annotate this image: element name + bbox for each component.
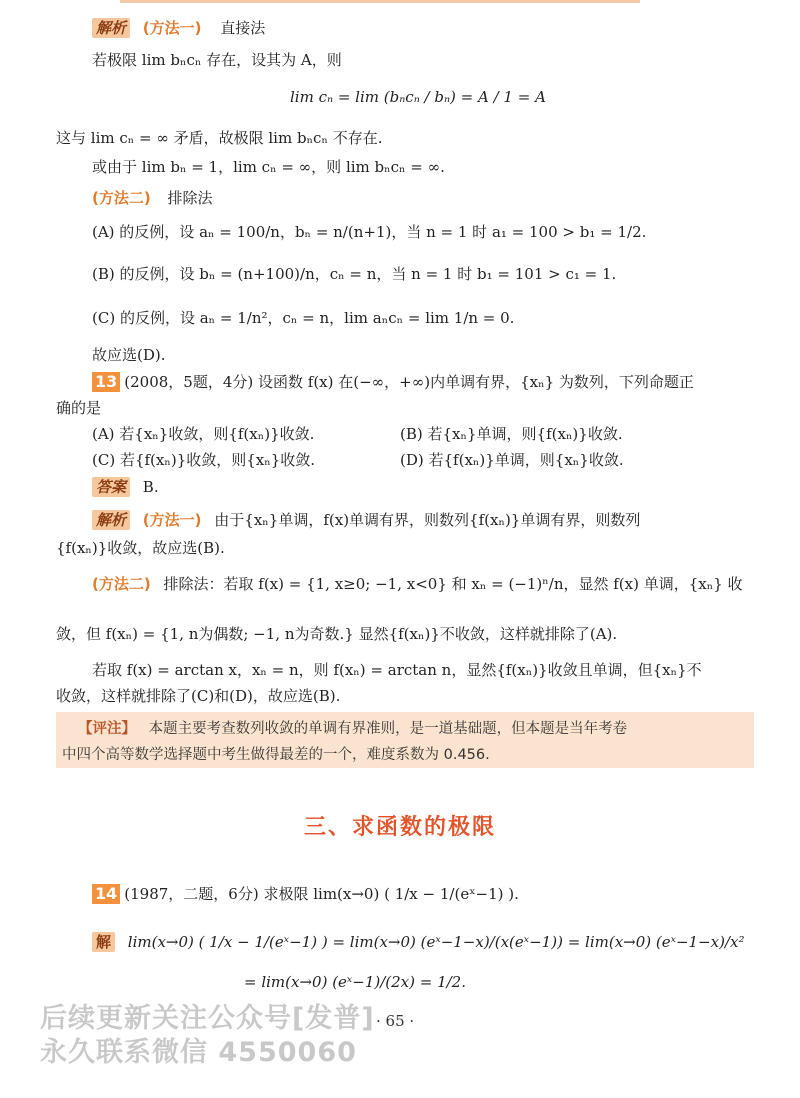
counterexample-a: (A) 的反例，设 aₙ = 100/n，bₙ = n/(n+1)，当 n = 1 时 a₁ = 100 > b₁ = 1/2. bbox=[92, 223, 647, 241]
analysis-tag: 解析 bbox=[92, 18, 130, 38]
q13-method1-label: (方法一) bbox=[142, 511, 202, 529]
page-number: · 65 · bbox=[376, 1012, 415, 1030]
q13-method2-text: 排除法：若取 f(x) = {1, x≥0; −1, x<0} 和 xₙ = (−1)ⁿ/n，显然 f(x) 单调，{xₙ} 收 bbox=[163, 575, 743, 593]
q13-option-b: (B) 若{xₙ}单调，则{f(xₙ)}收敛. bbox=[400, 425, 623, 443]
answer-tag: 答案 bbox=[92, 477, 130, 497]
q13-method2-label: (方法二) bbox=[92, 575, 151, 593]
watermark-line1: 后续更新关注公众号[发普] bbox=[40, 1003, 375, 1034]
watermark-line2: 永久联系微信 4550060 bbox=[40, 1037, 357, 1068]
q13-method2-text4: 收敛，这样就排除了(C)和(D)，故应选(B). bbox=[56, 687, 341, 705]
counterexample-c: (C) 的反例，设 aₙ = 1/n²，cₙ = n，lim aₙcₙ = lim 1/n = 0. bbox=[92, 309, 515, 327]
q13-analysis-m1 bbox=[92, 510, 640, 530]
q13-method1-text2: {f(xₙ)}收敛，故应选(B). bbox=[56, 539, 225, 557]
q13-stem bbox=[92, 372, 694, 392]
q14-stem-text: (1987，二题，6分) 求极限 lim(x→0) ( 1/x − 1/(eˣ−1) ). bbox=[124, 885, 519, 903]
q13-method2-text2: 敛，但 f(xₙ) = {1, n为偶数; −1, n为奇数.} 显然{f(xₙ)}不收敛，这样就排除了(A). bbox=[56, 625, 618, 643]
method1-name: 直接法 bbox=[220, 19, 266, 37]
q14-stem bbox=[92, 884, 519, 904]
q13-answer bbox=[92, 477, 159, 497]
comment-label: 【评注】 bbox=[78, 721, 136, 737]
q14-solution-formula: lim(x→0) ( 1/x − 1/(eˣ−1) ) = lim(x→0) (eˣ−1−x)/(x(eˣ−1)) = lim(x→0) (eˣ−1−x)/x² bbox=[127, 933, 745, 951]
comment-box bbox=[56, 712, 754, 768]
analysis-conclusion: 故应选(D). bbox=[92, 346, 166, 364]
analysis-line2: 这与 lim cₙ = ∞ 矛盾，故极限 lim bₙcₙ 不存在. bbox=[56, 129, 383, 147]
q13-number: 13 bbox=[92, 372, 120, 392]
solution-tag: 解 bbox=[92, 932, 115, 952]
section-title: 三、求函数的极限 bbox=[303, 815, 496, 840]
q13-analysis-tag: 解析 bbox=[92, 510, 130, 530]
q13-method2 bbox=[92, 574, 743, 594]
comment-line2: 中四个高等数学选择题中考生做得最差的一个，难度系数为 0.456. bbox=[62, 747, 490, 763]
top-rule bbox=[120, 0, 640, 3]
q14-solution-line1 bbox=[92, 932, 744, 952]
method2-label: (方法二) bbox=[92, 189, 151, 207]
method2-heading bbox=[92, 188, 213, 208]
q13-option-d: (D) 若{f(xₙ)}单调，则{xₙ}收敛. bbox=[400, 451, 624, 469]
q14-number: 14 bbox=[92, 884, 120, 904]
analysis-line3: 或由于 lim bₙ = 1，lim cₙ = ∞，则 lim bₙcₙ = ∞. bbox=[92, 158, 445, 176]
analysis-line1: 若极限 lim bₙcₙ 存在，设其为 A，则 bbox=[92, 51, 342, 69]
q13-stem-text: (2008，5题，4分) 设函数 f(x) 在(−∞，+∞)内单调有界，{xₙ} 为数列，下列命题正 bbox=[124, 373, 694, 391]
answer-value: B. bbox=[142, 478, 159, 496]
method1-label: (方法一) bbox=[142, 19, 202, 37]
analysis-formula: lim cₙ = lim (bₙcₙ / bₙ) = A / 1 = A bbox=[290, 88, 546, 106]
q13-option-a: (A) 若{xₙ}收敛，则{f(xₙ)}收敛. bbox=[92, 425, 315, 443]
analysis-heading bbox=[92, 18, 265, 38]
method2-name: 排除法 bbox=[167, 189, 213, 207]
q13-stem-cont: 确的是 bbox=[56, 399, 102, 417]
q13-method2-text3: 若取 f(x) = arctan x，xₙ = n，则 f(xₙ) = arctan n，显然{f(xₙ)}收敛且单调，但{xₙ}不 bbox=[92, 661, 702, 679]
counterexample-b: (B) 的反例，设 bₙ = (n+100)/n，cₙ = n，当 n = 1 时 b₁ = 101 > c₁ = 1. bbox=[92, 265, 617, 283]
comment-line1: 本题主要考查数列收敛的单调有界准则，是一道基础题，但本题是当年考卷 bbox=[148, 721, 628, 737]
q14-solution-line2: = lim(x→0) (eˣ−1)/(2x) = 1/2. bbox=[244, 973, 466, 991]
q13-method1-text: 由于{xₙ}单调，f(x)单调有界，则数列{f(xₙ)}单调有界，则数列 bbox=[214, 511, 641, 529]
q13-option-c: (C) 若{f(xₙ)}收敛，则{xₙ}收敛. bbox=[92, 451, 316, 469]
